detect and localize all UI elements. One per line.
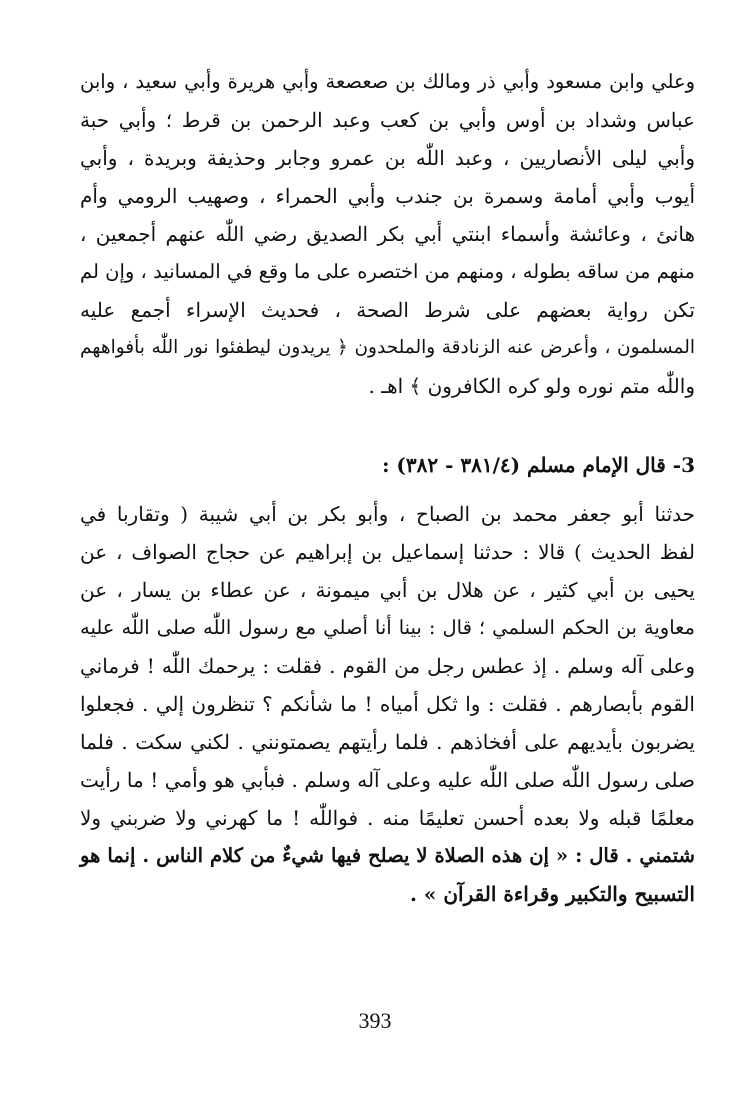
text-line: وعلي وابن مسعود وأبي ذر ومالك بن صعصعة وأبي هريرة وأبي سعيد ، وابن bbox=[80, 70, 695, 93]
text-line: هانئ ، وعائشة وأسماء ابنتي أبي بكر الصديق رضي اللّٰه عنهم أجمعين ، bbox=[80, 222, 695, 246]
text-line: منهم من ساقه بطوله ، ومنهم من اختصره على ما وقع في المسانيد ، وإن لم bbox=[80, 260, 695, 283]
text-line: واللّٰه متم نوره ولو كره الكافرون ﴾ اهـ . bbox=[368, 374, 695, 398]
page-number: 393 bbox=[358, 1008, 392, 1033]
paragraph-narrators bbox=[80, 63, 695, 405]
text-line: المسلمون ، وأعرض عنه الزنادقة والملحدون ﴿ يريدون ليطفئوا نور اللّٰه بأفواههم bbox=[80, 337, 695, 358]
text-line: وأبي ليلى الأنصاريين ، وعبد اللّٰه بن عمرو وجابر وحذيفة وبريدة ، وأبي bbox=[80, 146, 695, 170]
text-line: معلمًا قبله ولا بعده أحسن تعليمًا منه . فواللّٰه ! ما كهرني ولا ضربني ولا bbox=[80, 806, 695, 830]
text-line: معاوية بن الحكم السلمي ؛ قال : بينا أنا أصلي مع رسول اللّٰه صلى اللّٰه عليه bbox=[80, 616, 695, 639]
text-line: تكن رواية بعضهم على شرط الصحة ، فحديث الإسراء أجمع عليه bbox=[80, 298, 695, 322]
text-line: حدثنا أبو جعفر محمد بن الصباح ، وأبو بكر بن أبي شيبة ( وتقاربا في bbox=[80, 502, 695, 526]
text-line: لفظ الحديث ) قالا : حدثنا إسماعيل بن إبراهيم عن حجاج الصواف ، عن bbox=[80, 540, 695, 564]
paragraph-hadith bbox=[80, 495, 695, 913]
text-line: صلى رسول اللّٰه صلى اللّٰه عليه وعلى آله وسلم . فبأبي هو وأمي ! ما رأيت bbox=[80, 768, 695, 792]
text-line: أيوب وأبي أمامة وسمرة بن جندب وأبي الحمراء ، وصهيب الرومي وأم bbox=[80, 184, 695, 208]
text-line: عباس وشداد بن أوس وأبي بن كعب وعبد الرحمن بن قرط ؛ وأبي حبة bbox=[80, 108, 695, 132]
text-line: القوم بأبصارهم . فقلت : وا ثكل أمياه ! ما شأنكم ؟ تنظرون إلي . فجعلوا bbox=[80, 692, 695, 716]
text-line: التسبيح والتكبير وقراءة القرآن » . bbox=[409, 882, 695, 906]
text-line: شتمني . قال : « إن هذه الصلاة لا يصلح فيها شيءٌ من كلام الناس . إنما هو bbox=[80, 844, 695, 867]
text-line: يحيى بن أبي كثير ، عن هلال بن أبي ميمونة ، عن عطاء بن يسار ، عن bbox=[80, 578, 695, 602]
text-line: يضربون بأيديهم على أفخاذهم . فلما رأيتهم يصمتونني . لكني سكت . فلما bbox=[80, 730, 695, 754]
text-line: وعلى آله وسلم . إذ عطس رجل من القوم . فقلت : يرحمك اللّٰه ! فرماني bbox=[80, 654, 695, 678]
section-heading: 3- قال الإمام مسلم (٣٨١/٤ - ٣٨٢) : bbox=[382, 453, 695, 477]
